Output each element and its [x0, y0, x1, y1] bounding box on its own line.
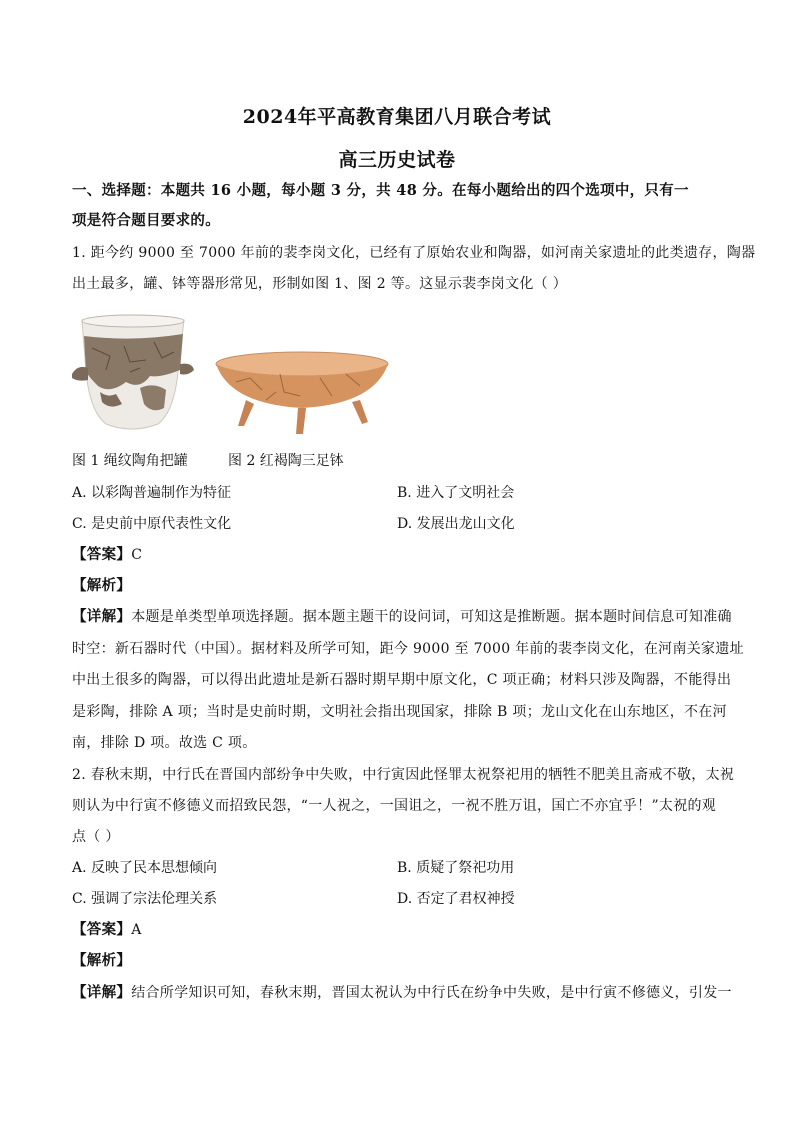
q1-answer [72, 545, 724, 565]
q1-detail-line-4: 是彩陶，排除 A 项；当时是史前时期，文明社会指出现国家，排除 B 项；龙山文化在山东地区，不在河 [72, 704, 727, 720]
q1-figures [70, 312, 390, 442]
q1-option-b: B. 进入了文明社会 [397, 485, 515, 501]
q1-option-c: C. 是史前中原代表性文化 [72, 516, 232, 532]
q2-option-b: B. 质疑了祭祀功用 [397, 860, 515, 876]
answer-value: A [131, 922, 142, 938]
q1-stem-line-1: 1. 距今约 9000 至 7000 年前的裴李岗文化，已经有了原始农业和陶器，如河南关家遗址的此类遗存，陶器 [72, 245, 756, 261]
section-heading-line-2: 项是符合题目要求的。 [72, 212, 220, 229]
detail-label: 【详解】 [72, 984, 132, 1001]
q1-option-a: A. 以彩陶普遍制作为特征 [72, 485, 232, 501]
figure-2-caption: 图 2 红褐陶三足钵 [228, 453, 344, 469]
detail-label: 【详解】 [72, 608, 132, 625]
q1-analysis-label: 【解析】 [72, 577, 132, 594]
detail-text: 结合所学知识可知，春秋末期，晋国太祝认为中行氏在纷争中失败，是中行寅不修德义，引发一 [131, 985, 732, 1001]
q2-analysis-label: 【解析】 [72, 952, 132, 969]
q2-option-a: A. 反映了民本思想倾向 [72, 860, 218, 876]
q2-option-d: D. 否定了君权神授 [397, 891, 515, 907]
q1-detail-line-3: 中出土很多的陶器，可以得出此遗址是新石器时期早期中原文化，C 项正确；材料只涉及陶器，不能得出 [72, 672, 732, 688]
q1-detail-line-1 [72, 607, 732, 627]
tripod-bowl-image [216, 352, 388, 434]
answer-value: C [131, 547, 143, 563]
q2-stem-line-2: 则认为中行寅不修德义而招致民怨，“一人祝之，一国诅之，一祝不胜万诅，国亡不亦宜乎！”太祝的观 [72, 798, 717, 814]
figure-1-caption: 图 1 绳纹陶角把罐 [72, 453, 188, 469]
q2-stem-line-3: 点（ ） [72, 829, 120, 845]
q2-option-c: C. 强调了宗法伦理关系 [72, 891, 218, 907]
answer-label: 【答案】 [72, 546, 132, 563]
q2-stem-line-1: 2. 春秋末期，中行氏在晋国内部纷争中失败，中行寅因此怪罪太祝祭祀用的牺牲不肥美且斋戒不敬，太祝 [72, 767, 735, 783]
detail-text: 本题是单类型单项选择题。据本题主题干的设问词，可知这是推断题。据本题时间信息可知准确 [131, 609, 732, 625]
q1-detail-line-2: 时空：新石器时代（中国）。据材料及所学可知，距今 9000 至 7000 年前的裴李岗文化，在河南关家遗址 [72, 641, 744, 657]
q1-detail-line-5: 南，排除 D 项。故选 C 项。 [72, 735, 257, 751]
q2-answer [72, 920, 724, 940]
q2-detail-line-1 [72, 983, 732, 1003]
exam-subtitle: 高三历史试卷 [338, 149, 456, 171]
answer-label: 【答案】 [72, 921, 132, 938]
q1-option-d: D. 发展出龙山文化 [397, 516, 515, 532]
exam-title: 2024年平高教育集团八月联合考试 [242, 106, 552, 128]
section-heading-line-1: 一、选择题：本题共 16 小题，每小题 3 分，共 48 分。在每小题给出的四个选项中，只有一 [72, 182, 689, 199]
cord-marked-jar-image [72, 315, 194, 429]
q1-stem-line-2: 出土最多，罐、钵等器形常见，形制如图 1、图 2 等。这显示裴李岗文化（ ） [72, 276, 568, 292]
